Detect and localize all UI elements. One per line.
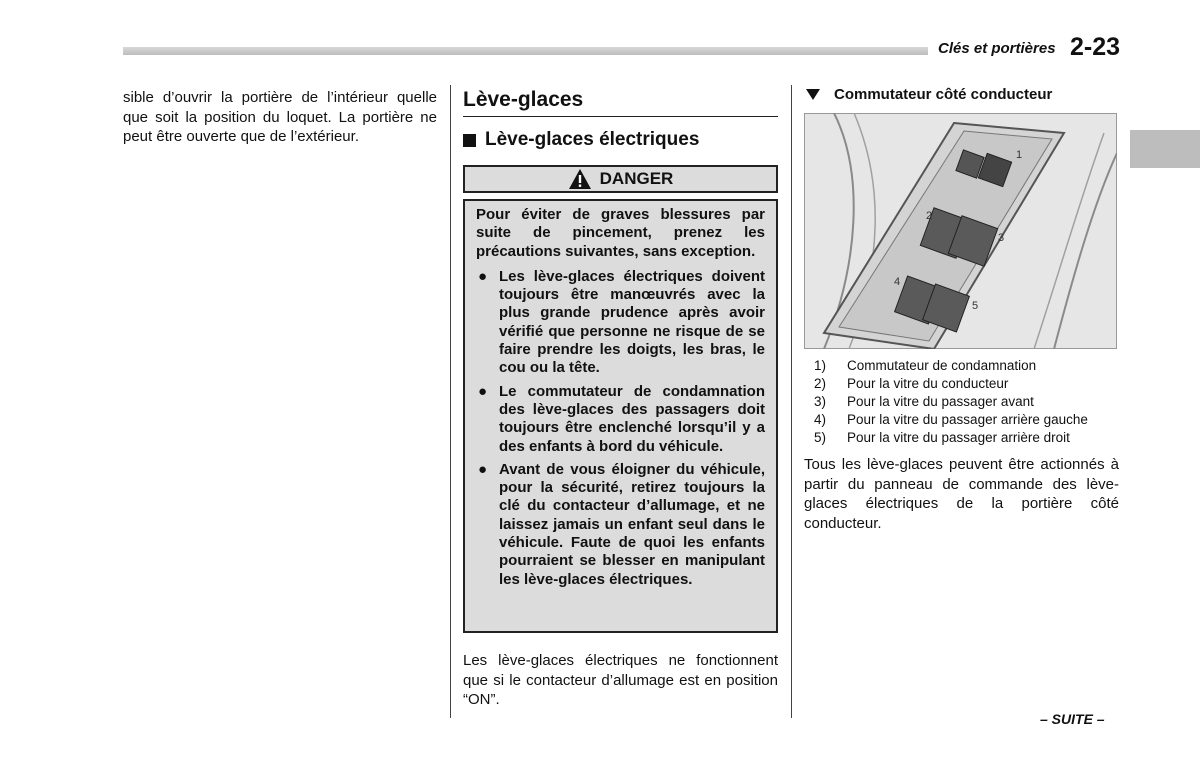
figure-legend [804, 357, 1119, 447]
bullet-icon: ● [478, 267, 488, 285]
section-heading: Lève-glaces [463, 88, 778, 117]
column-divider [791, 85, 792, 718]
danger-item [476, 383, 765, 456]
subsection-heading [463, 129, 778, 151]
danger-box [463, 199, 778, 633]
danger-item-text: Les lève-glaces électriques doivent toujours être manœuvrés avec la plus grande prudence après avoir vérifié que personne ne risque de se faire prendre les doigts, les bras, le cou ou la tête. [499, 267, 765, 377]
panel-paragraph: Tous les lève-glaces peuvent être actionnés à partir du panneau de commande des lève-glaces électriques de la portière côté conducteur. [804, 456, 1119, 532]
legend-item [804, 375, 1119, 393]
legend-number: 3) [814, 394, 827, 409]
bullet-icon: ● [478, 460, 488, 478]
column-2 [463, 88, 778, 710]
header-rule [123, 47, 928, 55]
legend-number: 5) [814, 430, 827, 445]
legend-number: 1) [814, 358, 827, 373]
danger-item [476, 268, 765, 378]
danger-item-text: Avant de vous éloigner du véhicule, pour la sécurité, retirez toujours la clé du contacteur d’allumage, et ne laissez jamais un enfant seul dans le véhicule. Faute de quoi les enfants pourraient se blesser en manipulant les lève-glaces électriques. [499, 460, 765, 588]
callout-4: 4 [894, 276, 901, 288]
danger-list [476, 268, 765, 589]
callout-1: 1 [1016, 149, 1023, 161]
legend-number: 2) [814, 376, 827, 391]
continued-marker: – SUITE – [1040, 711, 1105, 727]
callout-5: 5 [972, 300, 979, 312]
danger-item [476, 461, 765, 589]
legend-number: 4) [814, 412, 827, 427]
legend-item [804, 357, 1119, 375]
column-divider [450, 85, 451, 718]
legend-text: Commutateur de condamnation [847, 358, 1037, 373]
column-1 [123, 88, 437, 147]
figure-title-text: Commutateur côté conducteur [834, 86, 1053, 103]
legend-text: Pour la vitre du passager arrière gauche [847, 412, 1088, 427]
continued-paragraph: sible d’ouvrir la portière de l’intérieur quelle que soit la position du loquet. La portière ne peut être ouverte que de l’extérieur. [123, 89, 437, 145]
danger-item-text: Le commutateur de condamnation des lève-glaces des passagers doit toujours être enclenché lorsqu’il y a des enfants à bord du véhicule. [499, 382, 765, 455]
column-3 [804, 86, 1119, 533]
callout-3: 3 [998, 232, 1005, 244]
down-triangle-icon [806, 89, 820, 100]
legend-item [804, 429, 1119, 447]
bullet-icon: ● [478, 382, 488, 400]
legend-text: Pour la vitre du passager arrière droit [847, 430, 1070, 445]
legend-item [804, 411, 1119, 429]
filled-square-icon [463, 134, 476, 147]
danger-label: DANGER [599, 169, 674, 188]
legend-item [804, 393, 1119, 411]
section-title: Clés et portières [938, 40, 1056, 57]
driver-switch-illustration [804, 113, 1117, 349]
page-number: 2-23 [1070, 33, 1121, 61]
ignition-note: Les lève-glaces électriques ne fonctionnent que si le contacteur d’allumage est en position “ON”. [463, 652, 778, 708]
figure-title [804, 86, 1119, 103]
thumb-index-tab [1130, 130, 1200, 168]
danger-header [463, 165, 778, 193]
warning-triangle-icon [568, 168, 592, 190]
subsection-heading-text: Lève-glaces électriques [485, 129, 700, 150]
callout-2: 2 [926, 210, 933, 222]
legend-text: Pour la vitre du passager avant [847, 394, 1034, 409]
danger-intro: Pour éviter de graves blessures par suite de pincement, prenez les précautions suivantes, sans exception. [476, 206, 765, 260]
legend-text: Pour la vitre du conducteur [847, 376, 1009, 391]
